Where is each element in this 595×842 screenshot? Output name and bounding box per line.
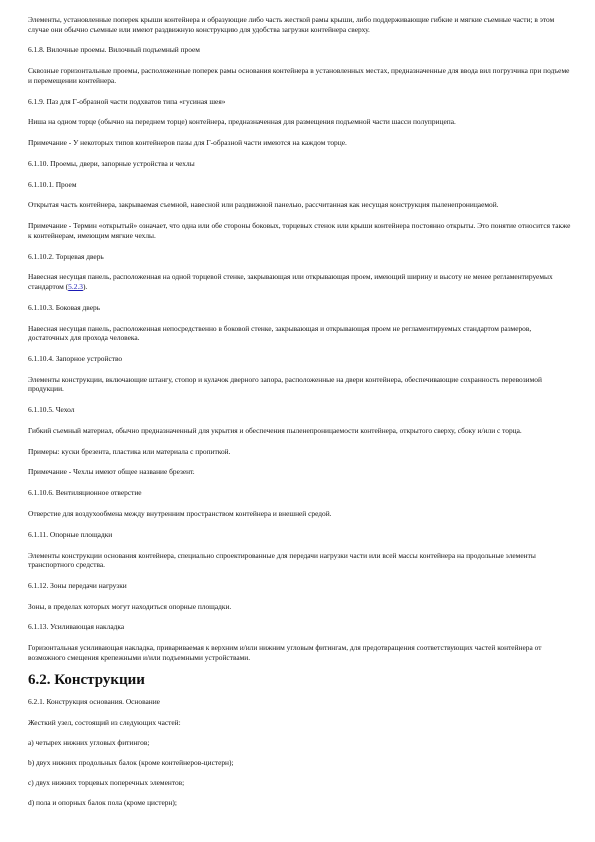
clause-heading: 6.1.10.5. Чехол bbox=[28, 405, 75, 415]
reference-link[interactable]: 5.2.3 bbox=[68, 281, 83, 291]
note: Примечание - Чехлы имеют общее название брезент. bbox=[28, 467, 195, 477]
clause-heading: 6.1.8. Вилочные проемы. Вилочный подъемный проем bbox=[28, 45, 200, 55]
paragraph: Зоны, в пределах которых могут находиться опорные площадки. bbox=[28, 601, 232, 611]
paragraph-with-link bbox=[28, 272, 573, 291]
list-item: b) двух нижних продольных балок (кроме контейнеров-цистерн); bbox=[28, 758, 234, 767]
example: Примеры: куски брезента, пластика или материала с пропиткой. bbox=[28, 446, 231, 456]
paragraph: Открытая часть контейнера, закрываемая съемной, навесной или раздвижной панелью, рассчитанная как несущая конструкция пыленепроницаемой. bbox=[28, 200, 499, 210]
clause-heading: 6.1.11. Опорные площадки bbox=[28, 529, 113, 539]
paragraph: Навесная несущая панель, расположенная непосредственно в боковой стенке, закрывающая и открывающая проем не регламентируемых стандартом размеров, достаточных для прохода человека. bbox=[28, 323, 532, 343]
paragraph-text: Навесная несущая панель, расположенная на одной торцевой стенке, закрывающая или открывающая проем, имеющий ширину и высоту не менее регламентируемых стандартом ( bbox=[28, 272, 553, 291]
clause-heading: 6.1.10.1. Проем bbox=[28, 179, 77, 189]
clause-heading: 6.1.12. Зоны передачи нагрузки bbox=[28, 580, 127, 590]
paragraph: Горизонтальная усиливающая накладка, привариваемая к верхним и/или нижним угловым фитингам, для предотвращения соответствующих частей контейнера от возможного смещения крепежными и/или подъемными устройствами. bbox=[28, 643, 542, 662]
clause-heading: 6.1.9. Паз для Г-образной части подхватов типа «гусиная шея» bbox=[28, 96, 226, 106]
list-item: a) четырех нижних угловых фитингов; bbox=[28, 737, 150, 747]
paragraph-text-after: ). bbox=[82, 281, 88, 291]
list-item: c) двух нижних торцевых поперечных элементов; bbox=[28, 778, 185, 788]
paragraph: Ниша на одном торце (обычно на переднем торце) контейнера, предназначенная для размещения подъемной части шасси полуприцепа. bbox=[28, 117, 456, 127]
note: Примечание - Термин «открытый» означает, что одна или обе стороны боковых, торцевых стенок или крыши контейнера постоянно открыты. Это понятие относится также к контейнерам, имеющим мягкие чехлы. bbox=[28, 221, 571, 240]
paragraph: Элементы, установленные поперек крыши контейнера и образующие либо часть жесткой рамы крыши, либо поддерживающие гибкие и мягкие съемные части; в этом случае они обычно съемные или имеют раздвижную конструкцию для удобства загрузки контейнера сверху. bbox=[28, 15, 555, 34]
clause-heading: 6.1.10.3. Боковая дверь bbox=[28, 302, 101, 312]
clause-heading: 6.1.10.4. Запорное устройство bbox=[28, 353, 123, 363]
paragraph: Сквозные горизонтальные проемы, расположенные поперек рамы основания контейнера в установленных местах, предназначенные для ввода вил погрузчика при подъеме и перемещении контейнера. bbox=[28, 66, 570, 85]
section-heading: 6.2. Конструкции bbox=[28, 672, 145, 689]
paragraph: Отверстие для воздухообмена между внутренним пространством контейнера и внешней средой. bbox=[28, 508, 332, 518]
clause-heading: 6.1.10.2. Торцевая дверь bbox=[28, 251, 104, 261]
clause-heading: 6.1.10.6. Вентиляционное отверстие bbox=[28, 488, 142, 498]
list-item: d) пола и опорных балок пола (кроме цистерн); bbox=[28, 798, 177, 808]
clause-heading: 6.1.10. Проемы, двери, запорные устройства и чехлы bbox=[28, 158, 195, 168]
paragraph: Жесткий узел, состоящий из следующих частей: bbox=[28, 717, 181, 727]
paragraphs-top bbox=[28, 15, 573, 662]
clause-heading: 6.1.13. Усиливающая накладка bbox=[28, 622, 125, 632]
paragraph: Элементы конструкции, включающие штангу, стопор и кулачок дверного запора, расположенные на двери контейнера, обеспечивающие сохранность перевозимой продукции. bbox=[28, 374, 542, 394]
paragraphs-bottom bbox=[28, 697, 573, 808]
paragraph: Элементы конструкции основания контейнера, специально спроектированные для передачи нагрузки части или всей массы контейнера на продольные элементы транспортного средства. bbox=[28, 550, 536, 570]
note: Примечание - У некоторых типов контейнеров пазы для Г-образной части имеются на каждом торце. bbox=[28, 138, 347, 148]
clause-heading: 6.2.1. Конструкция основания. Основание bbox=[28, 697, 160, 707]
paragraph: Гибкий съемный материал, обычно предназначенный для укрытия и обеспечения пыленепроницаемости контейнера, открытого сверху, сбоку и/или с торца. bbox=[28, 425, 522, 435]
